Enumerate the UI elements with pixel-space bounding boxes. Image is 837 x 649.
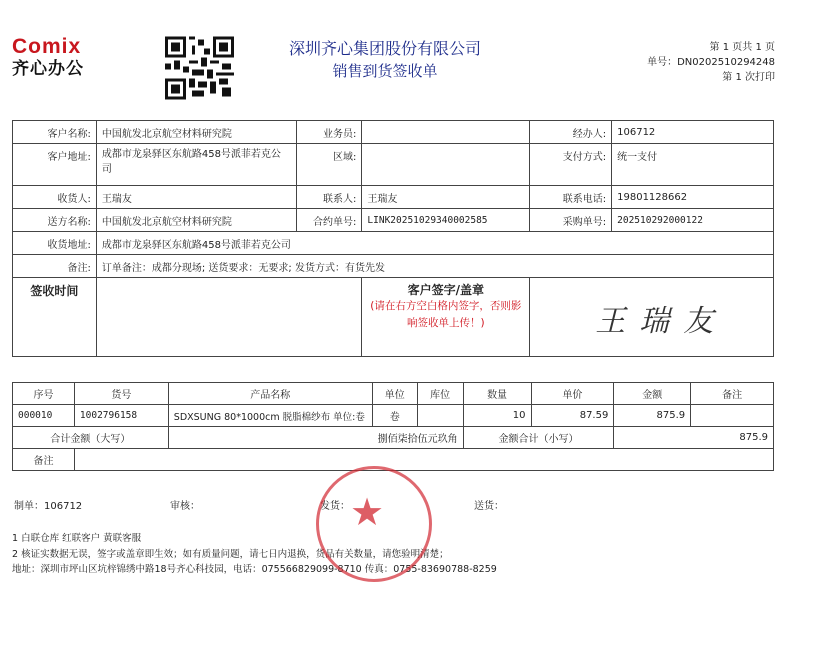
row-product: SDXSUNG 80*1000cm 脱脂棉纱布 单位:卷 bbox=[168, 405, 372, 427]
row-qty: 10 bbox=[463, 405, 531, 427]
purchase-number: 202510292000122 bbox=[612, 209, 774, 232]
phone-label: 联系电话: bbox=[530, 186, 612, 209]
customer-sign-title: 客户签字/盖章 bbox=[407, 283, 484, 297]
company-name: 深圳齐心集团股份有限公司 bbox=[288, 39, 481, 58]
ship-to: 中国航发北京航空材料研究院 bbox=[96, 209, 296, 232]
contact: 王瑞友 bbox=[362, 186, 530, 209]
customer-sign-note bbox=[362, 278, 530, 357]
note-terms: 2 核证实数据无误，签字或盖章即生效；如有质量问题，请七日内退换，货品有关数量，请您验明清楚； bbox=[12, 548, 449, 560]
contact-label: 联系人: bbox=[296, 186, 362, 209]
contract-label: 合约单号: bbox=[296, 209, 362, 232]
deliverer: 送货： bbox=[474, 501, 504, 512]
remark: 订单备注：成都分现场; 送货要求：无要求; 发货方式：有货先发 bbox=[96, 255, 773, 278]
row-price: 87.59 bbox=[531, 405, 614, 427]
customer-address: 成都市龙泉驿区东航路458号派菲若克公司 bbox=[96, 144, 296, 186]
phone: 19801128662 bbox=[612, 186, 774, 209]
col-header-sku: 货号 bbox=[74, 383, 168, 405]
items-table bbox=[12, 382, 774, 471]
region bbox=[362, 144, 530, 186]
page-info: 第 1 页共 1 页 bbox=[709, 42, 775, 53]
payment-label: 支付方式: bbox=[530, 144, 612, 186]
signature-field[interactable] bbox=[530, 278, 774, 357]
row-sku: 1002796158 bbox=[74, 405, 168, 427]
col-header-seq: 序号 bbox=[13, 383, 75, 405]
sign-time-field[interactable] bbox=[96, 278, 362, 357]
order-number: 单号：DN0202510294248 bbox=[647, 57, 775, 68]
consignee-label: 收货人: bbox=[13, 186, 97, 209]
row-location bbox=[417, 405, 463, 427]
col-header-location: 库位 bbox=[417, 383, 463, 405]
document-title: 销售到货签收单 bbox=[332, 62, 438, 80]
total-upper-label: 合计金额（大写） bbox=[13, 427, 169, 449]
customer-name-label: 客户名称: bbox=[13, 121, 97, 144]
total-upper: 捌佰柒拾伍元玖角 bbox=[168, 427, 463, 449]
document-meta bbox=[647, 40, 775, 85]
consignee: 王瑞友 bbox=[96, 186, 296, 209]
customer-name: 中国航发北京航空材料研究院 bbox=[96, 121, 296, 144]
handwritten-signature: 王瑞友 bbox=[595, 304, 728, 339]
note-copies: 1 白联仓库 红联客户 黄联客服 bbox=[12, 533, 142, 544]
col-header-amount: 金额 bbox=[614, 383, 691, 405]
print-count: 第 1 次打印 bbox=[722, 72, 775, 83]
handler: 106712 bbox=[612, 121, 774, 144]
auditor: 审核： bbox=[170, 501, 200, 512]
salesman-label: 业务员: bbox=[296, 121, 362, 144]
col-header-remark: 备注 bbox=[691, 383, 774, 405]
sign-time-label: 签收时间 bbox=[13, 278, 97, 357]
company-header bbox=[250, 38, 520, 82]
delivery-address: 成都市龙泉驿区东航路458号派菲若克公司 bbox=[96, 232, 773, 255]
total-row bbox=[13, 427, 774, 449]
customer-address-label: 客户地址: bbox=[13, 144, 97, 186]
col-header-product: 产品名称 bbox=[168, 383, 372, 405]
customer-info-table bbox=[12, 120, 774, 357]
logo-text: Comix bbox=[12, 35, 82, 58]
row-unit: 卷 bbox=[372, 405, 417, 427]
row-amount: 875.9 bbox=[614, 405, 691, 427]
items-remark-row bbox=[13, 449, 774, 471]
items-remark-label: 备注 bbox=[13, 449, 75, 471]
qr-code-icon bbox=[165, 36, 234, 100]
company-logo bbox=[12, 36, 132, 84]
salesman bbox=[362, 121, 530, 144]
consignor: 发货： bbox=[320, 501, 350, 512]
col-header-qty: 数量 bbox=[463, 383, 531, 405]
star-icon: ★ bbox=[350, 490, 385, 534]
row-seq: 000010 bbox=[13, 405, 75, 427]
col-header-price: 单价 bbox=[531, 383, 614, 405]
maker: 制单：106712 bbox=[14, 501, 83, 512]
purchase-label: 采购单号: bbox=[530, 209, 612, 232]
delivery-address-label: 收货地址: bbox=[13, 232, 97, 255]
note-address: 地址：深圳市坪山区坑梓锦绣中路18号齐心科技园，电话：075566829099-8710 传真：0755-83690788-8259 bbox=[12, 564, 497, 575]
contract-number: LINK20251029340002585 bbox=[362, 209, 530, 232]
payment-method: 统一支付 bbox=[612, 144, 774, 186]
remark-label: 备注: bbox=[13, 255, 97, 278]
logo-subtext: 齐心办公 bbox=[12, 59, 84, 79]
col-header-unit: 单位 bbox=[372, 383, 417, 405]
table-row bbox=[13, 405, 774, 427]
row-remark bbox=[691, 405, 774, 427]
handler-label: 经办人: bbox=[530, 121, 612, 144]
items-header-row bbox=[13, 383, 774, 405]
ship-to-label: 送方名称: bbox=[13, 209, 97, 232]
items-remark bbox=[74, 449, 773, 471]
total-lower-label: 金额合计（小写） bbox=[463, 427, 614, 449]
region-label: 区域: bbox=[296, 144, 362, 186]
total-lower: 875.9 bbox=[614, 427, 774, 449]
customer-sign-warning: (请在右方空白格内签字，否则影响签收单上传！) bbox=[370, 300, 522, 329]
